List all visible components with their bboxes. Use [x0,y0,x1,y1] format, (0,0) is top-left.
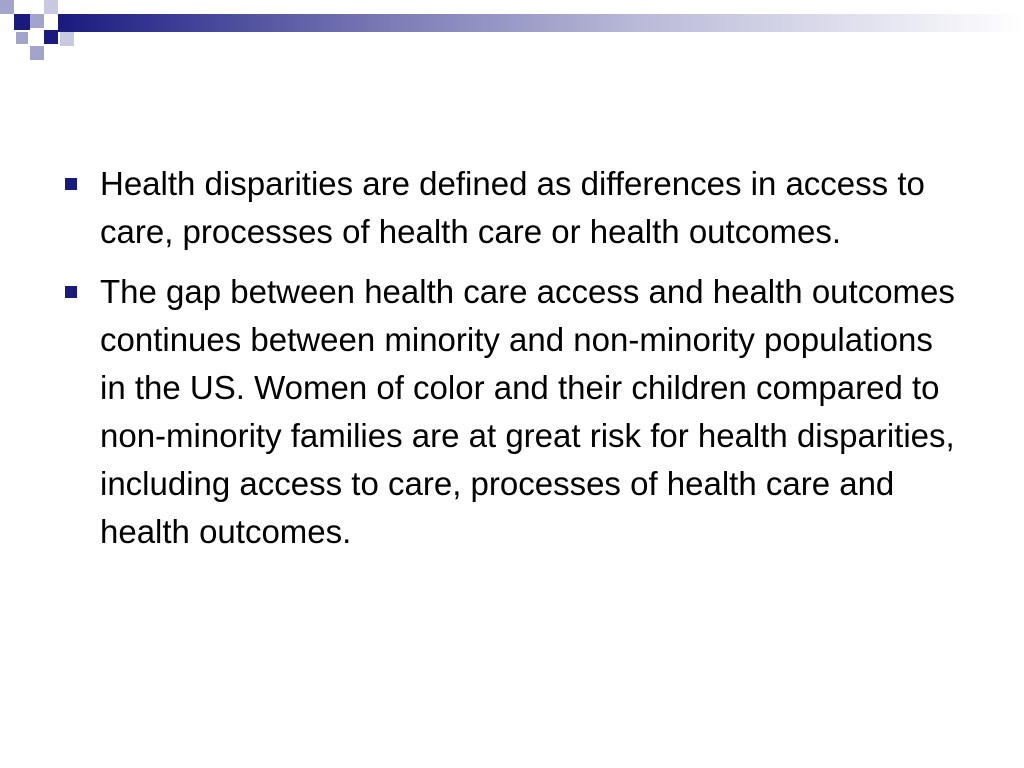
decorative-square [44,0,58,14]
square-bullet-icon [65,286,77,298]
decorative-square [30,46,44,60]
decorative-square [16,32,28,44]
header-gradient-bar [58,14,1024,32]
decorative-square [44,30,58,44]
slide-header-decoration [0,0,1024,64]
square-bullet-icon [65,178,77,190]
decorative-square [0,0,14,14]
slide-body [60,160,960,568]
decorative-square [30,14,44,28]
bullet-item [60,268,960,556]
bullet-text: Health disparities are defined as differences in access to care, processes of health care or health outcomes. [100,165,925,250]
decorative-square [60,32,74,46]
bullet-item [60,160,960,256]
decorative-square [14,14,30,30]
bullet-text: The gap between health care access and health outcomes continues between minority and non-minority populations in the US. Women of color and their children compared to non-minority families are at great risk for health disparities, including access to care, processes of health care and health outcomes. [100,273,955,550]
